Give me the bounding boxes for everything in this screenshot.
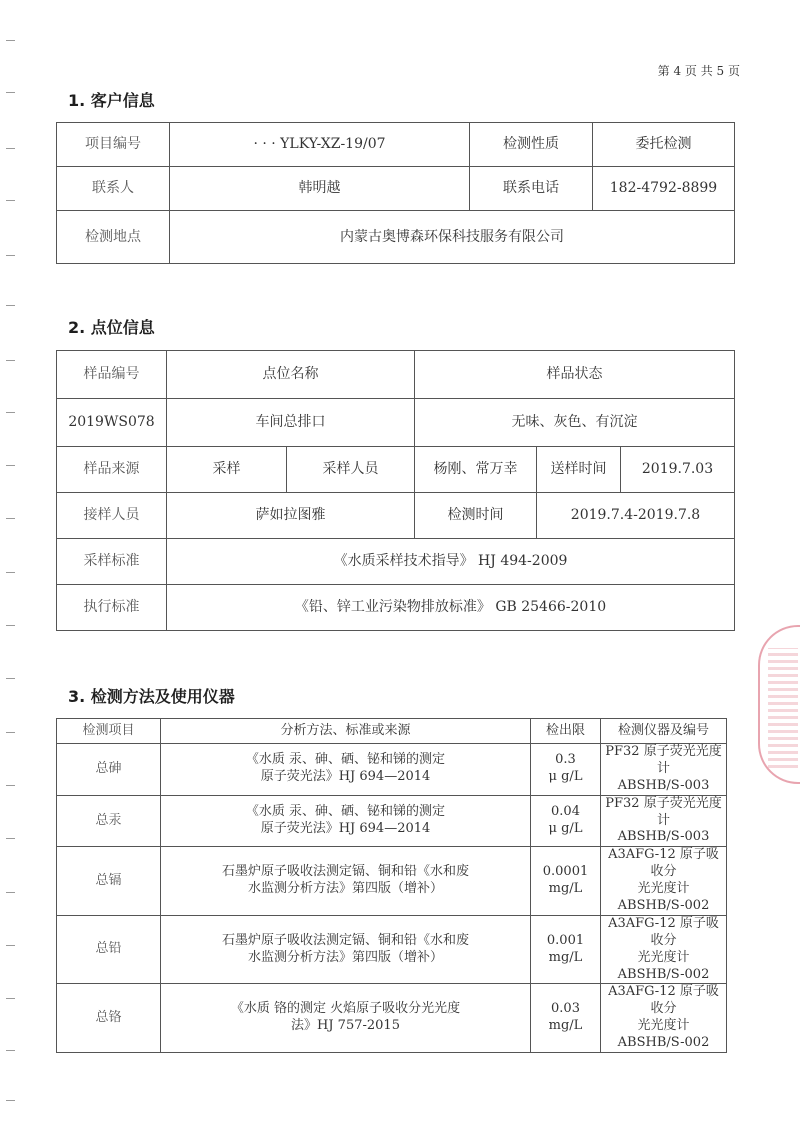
instrument-line: A3AFG-12 原子吸收分 bbox=[608, 984, 719, 1017]
address-value: 内蒙古奥博森环保科技服务有限公司 bbox=[170, 211, 735, 264]
method-line: 法》HJ 757-2015 bbox=[291, 1018, 400, 1034]
header-method: 分析方法、标准或来源 bbox=[161, 719, 531, 744]
table-row bbox=[57, 351, 735, 399]
table-row bbox=[57, 915, 727, 984]
contact-value: 韩明越 bbox=[170, 167, 470, 211]
instrument-cell bbox=[601, 984, 727, 1053]
table-row bbox=[57, 795, 727, 847]
header-instrument: 检测仪器及编号 bbox=[601, 719, 727, 744]
phone-value: 182-4792-8899 bbox=[593, 167, 735, 211]
section-title-customer: 1. 客户信息 bbox=[68, 91, 155, 110]
limit-value: 0.001 bbox=[546, 932, 585, 948]
sampling-std-value: 《水质采样技术指导》 HJ 494-2009 bbox=[167, 539, 735, 585]
item-cell: 总铅 bbox=[57, 915, 161, 984]
sampler-value: 杨刚、常万幸 bbox=[415, 447, 537, 493]
limit-value: 0.3 bbox=[555, 752, 576, 768]
limit-unit: μ g/L bbox=[548, 821, 583, 836]
instrument-line: A3AFG-12 原子吸收分 bbox=[608, 847, 719, 880]
instrument-cell bbox=[601, 847, 727, 916]
limit-cell bbox=[531, 984, 601, 1053]
source-value: 采样 bbox=[167, 447, 287, 493]
table-header-row bbox=[57, 719, 727, 744]
edge-mark bbox=[6, 40, 15, 41]
limit-value: 0.0001 bbox=[542, 864, 589, 880]
project-no-value: · · · YLKY-XZ-19/07 bbox=[170, 123, 470, 167]
edge-mark bbox=[6, 360, 15, 361]
table-row bbox=[57, 447, 735, 493]
method-line: 水监测分析方法》第四版（增补） bbox=[247, 949, 443, 965]
methods-table bbox=[56, 718, 727, 1053]
table-row bbox=[57, 167, 735, 211]
nature-value: 委托检测 bbox=[593, 123, 735, 167]
instrument-line: 光光度计 ABSHB/S-002 bbox=[617, 881, 710, 914]
point-info-table bbox=[56, 350, 735, 631]
table-row bbox=[57, 984, 727, 1053]
method-line: 《水质 汞、砷、硒、铋和锑的测定 bbox=[245, 804, 446, 820]
limit-cell bbox=[531, 795, 601, 847]
method-line: 石墨炉原子吸收法测定镉、铜和铅《水和废 bbox=[221, 932, 469, 948]
method-cell bbox=[161, 795, 531, 847]
limit-cell bbox=[531, 915, 601, 984]
instrument-line: ABSHB/S-003 bbox=[617, 829, 710, 845]
customer-info-table bbox=[56, 122, 735, 264]
instrument-line: 光光度计 ABSHB/S-002 bbox=[617, 949, 710, 982]
page-number: 第 4 页 共 5 页 bbox=[657, 64, 740, 78]
table-row bbox=[57, 744, 727, 796]
sample-no-value: 2019WS078 bbox=[57, 399, 167, 447]
edge-mark bbox=[6, 465, 15, 466]
instrument-cell bbox=[601, 915, 727, 984]
limit-unit: μ g/L bbox=[548, 769, 583, 785]
header-limit: 检出限 bbox=[531, 719, 601, 744]
method-line: 水监测分析方法》第四版（增补） bbox=[247, 881, 443, 897]
method-cell bbox=[161, 744, 531, 796]
item-cell: 总铬 bbox=[57, 984, 161, 1053]
nature-label: 检测性质 bbox=[470, 123, 593, 167]
edge-mark bbox=[6, 1100, 15, 1101]
section-title-point: 2. 点位信息 bbox=[68, 318, 155, 337]
item-cell: 总汞 bbox=[57, 795, 161, 847]
source-label: 样品来源 bbox=[57, 447, 167, 493]
delivery-time-value: 2019.7.03 bbox=[621, 447, 735, 493]
edge-mark bbox=[6, 732, 15, 733]
sample-no-label: 样品编号 bbox=[57, 351, 167, 399]
exec-std-value: 《铅、锌工业污染物排放标准》 GB 25466-2010 bbox=[167, 585, 735, 631]
point-name-label: 点位名称 bbox=[167, 351, 415, 399]
test-time-value: 2019.7.4-2019.7.8 bbox=[537, 493, 735, 539]
edge-mark bbox=[6, 998, 15, 999]
method-line: 原子荧光法》HJ 694—2014 bbox=[260, 821, 431, 836]
instrument-line: A3AFG-12 原子吸收分 bbox=[608, 915, 719, 948]
limit-cell bbox=[531, 847, 601, 916]
table-row bbox=[57, 123, 735, 167]
table-row bbox=[57, 585, 735, 631]
edge-mark bbox=[6, 785, 15, 786]
point-name-value: 车间总排口 bbox=[167, 399, 415, 447]
method-cell bbox=[161, 984, 531, 1053]
method-cell bbox=[161, 847, 531, 916]
item-cell: 总镉 bbox=[57, 847, 161, 916]
instrument-line: PF32 原子荧光光度计 bbox=[605, 744, 722, 776]
method-line: 《水质 汞、砷、硒、铋和锑的测定 bbox=[245, 752, 446, 768]
instrument-line: 光光度计 ABSHB/S-002 bbox=[617, 1018, 710, 1051]
edge-mark bbox=[6, 678, 15, 679]
table-row bbox=[57, 211, 735, 264]
edge-mark bbox=[6, 412, 15, 413]
method-cell bbox=[161, 915, 531, 984]
edge-mark bbox=[6, 1050, 15, 1051]
limit-value: 0.04 bbox=[551, 804, 580, 820]
sampling-std-label: 采样标准 bbox=[57, 539, 167, 585]
limit-unit: mg/L bbox=[548, 1018, 583, 1034]
sampler-label: 采样人员 bbox=[287, 447, 415, 493]
instrument-line: PF32 原子荧光光度计 bbox=[605, 795, 722, 828]
edge-mark bbox=[6, 945, 15, 946]
table-row bbox=[57, 539, 735, 585]
table-row bbox=[57, 399, 735, 447]
sample-status-value: 无味、灰色、有沉淀 bbox=[415, 399, 735, 447]
method-line: 原子荧光法》HJ 694—2014 bbox=[260, 769, 431, 785]
header-item: 检测项目 bbox=[57, 719, 161, 744]
edge-mark bbox=[6, 200, 15, 201]
limit-unit: mg/L bbox=[548, 949, 583, 965]
exec-std-label: 执行标准 bbox=[57, 585, 167, 631]
edge-mark bbox=[6, 255, 15, 256]
sample-status-label: 样品状态 bbox=[415, 351, 735, 399]
project-no-label: 项目编号 bbox=[57, 123, 170, 167]
edge-mark bbox=[6, 625, 15, 626]
table-row bbox=[57, 493, 735, 539]
table-row bbox=[57, 847, 727, 916]
limit-cell bbox=[531, 744, 601, 796]
item-cell: 总砷 bbox=[57, 744, 161, 796]
delivery-time-label: 送样时间 bbox=[537, 447, 621, 493]
receiver-label: 接样人员 bbox=[57, 493, 167, 539]
phone-label: 联系电话 bbox=[470, 167, 593, 211]
receiver-value: 萨如拉图雅 bbox=[167, 493, 415, 539]
address-label: 检测地点 bbox=[57, 211, 170, 264]
section-title-methods: 3. 检测方法及使用仪器 bbox=[68, 687, 235, 706]
limit-value: 0.03 bbox=[551, 1001, 580, 1017]
test-time-label: 检测时间 bbox=[415, 493, 537, 539]
edge-mark bbox=[6, 892, 15, 893]
edge-mark bbox=[6, 838, 15, 839]
edge-mark bbox=[6, 572, 15, 573]
method-line: 《水质 铬的测定 火焰原子吸收分光光度 bbox=[230, 1001, 461, 1017]
edge-mark bbox=[6, 92, 15, 93]
instrument-cell bbox=[601, 795, 727, 847]
method-line: 石墨炉原子吸收法测定镉、铜和铅《水和废 bbox=[221, 864, 469, 880]
edge-mark bbox=[6, 305, 15, 306]
contact-label: 联系人 bbox=[57, 167, 170, 211]
edge-mark bbox=[6, 518, 15, 519]
limit-unit: mg/L bbox=[548, 881, 583, 897]
edge-mark bbox=[6, 148, 15, 149]
instrument-cell bbox=[601, 744, 727, 796]
seal-stamp-inner bbox=[768, 648, 798, 768]
instrument-line: ABSHB/S-003 bbox=[617, 777, 710, 793]
